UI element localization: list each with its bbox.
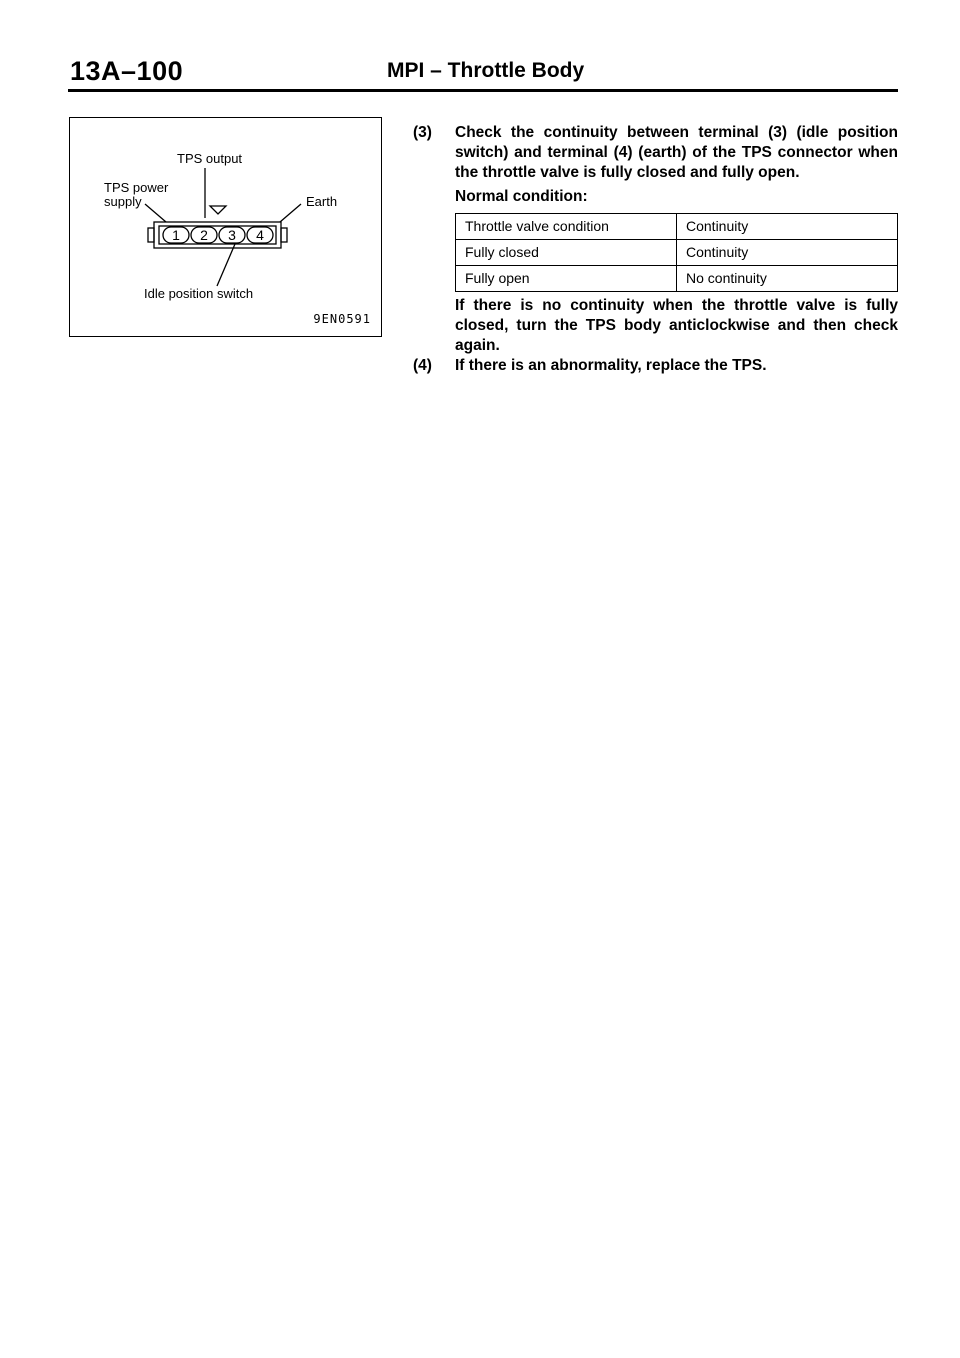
note-text: If there is no continuity when the throttle valve is fully closed, turn the TPS body anticlockwise and then check again. <box>455 297 898 354</box>
tps-output-label: TPS output <box>177 151 243 166</box>
header-rule <box>68 89 898 92</box>
table-row <box>456 266 898 292</box>
step-4-number: (4) <box>413 357 432 374</box>
tps-connector-figure <box>69 117 382 337</box>
earth-leader <box>280 204 301 222</box>
tps-supply-label: supply <box>104 194 142 209</box>
procedure-content <box>413 123 898 376</box>
idle-switch-leader <box>217 244 235 286</box>
figure-code: 9EN0591 <box>313 312 371 326</box>
table-cell: Fully open <box>456 266 677 292</box>
normal-condition-heading: Normal condition: <box>455 188 588 205</box>
connector-latch-right <box>281 228 287 242</box>
tps-power-label: TPS power <box>104 180 169 195</box>
terminal-2-label: 2 <box>200 227 208 243</box>
step-4 <box>413 356 898 376</box>
note-paragraph <box>455 296 898 356</box>
earth-label: Earth <box>306 194 338 209</box>
terminal-4-label: 4 <box>256 227 264 243</box>
idle-switch-label: Idle position switch <box>144 286 254 301</box>
page-header <box>0 56 960 90</box>
step-3-text: Check the continuity between terminal (3) (idle position switch) and terminal (4) (earth) of the TPS connector when the throttle valve is fully closed and fully open. <box>455 124 898 181</box>
continuity-table <box>455 213 898 292</box>
terminal-1-label: 1 <box>172 227 180 243</box>
step-3 <box>413 123 898 183</box>
table-cell: Fully closed <box>456 240 677 266</box>
table-row <box>456 240 898 266</box>
step-4-text: If there is an abnormality, replace the TPS. <box>455 357 767 374</box>
power-supply-leader <box>145 204 166 222</box>
table-header-cell: Continuity <box>677 214 898 240</box>
page-number: 13A–100 <box>70 56 184 86</box>
terminal-3-label: 3 <box>228 227 236 243</box>
table-cell: No continuity <box>677 266 898 292</box>
section-title: MPI – Throttle Body <box>387 59 585 82</box>
connector-latch-left <box>148 228 154 242</box>
table-cell: Continuity <box>677 240 898 266</box>
step-3-number: (3) <box>413 124 432 141</box>
table-header-cell: Throttle valve condition <box>456 214 677 240</box>
connector-key-mark <box>210 206 226 214</box>
table-header-row <box>456 214 898 240</box>
